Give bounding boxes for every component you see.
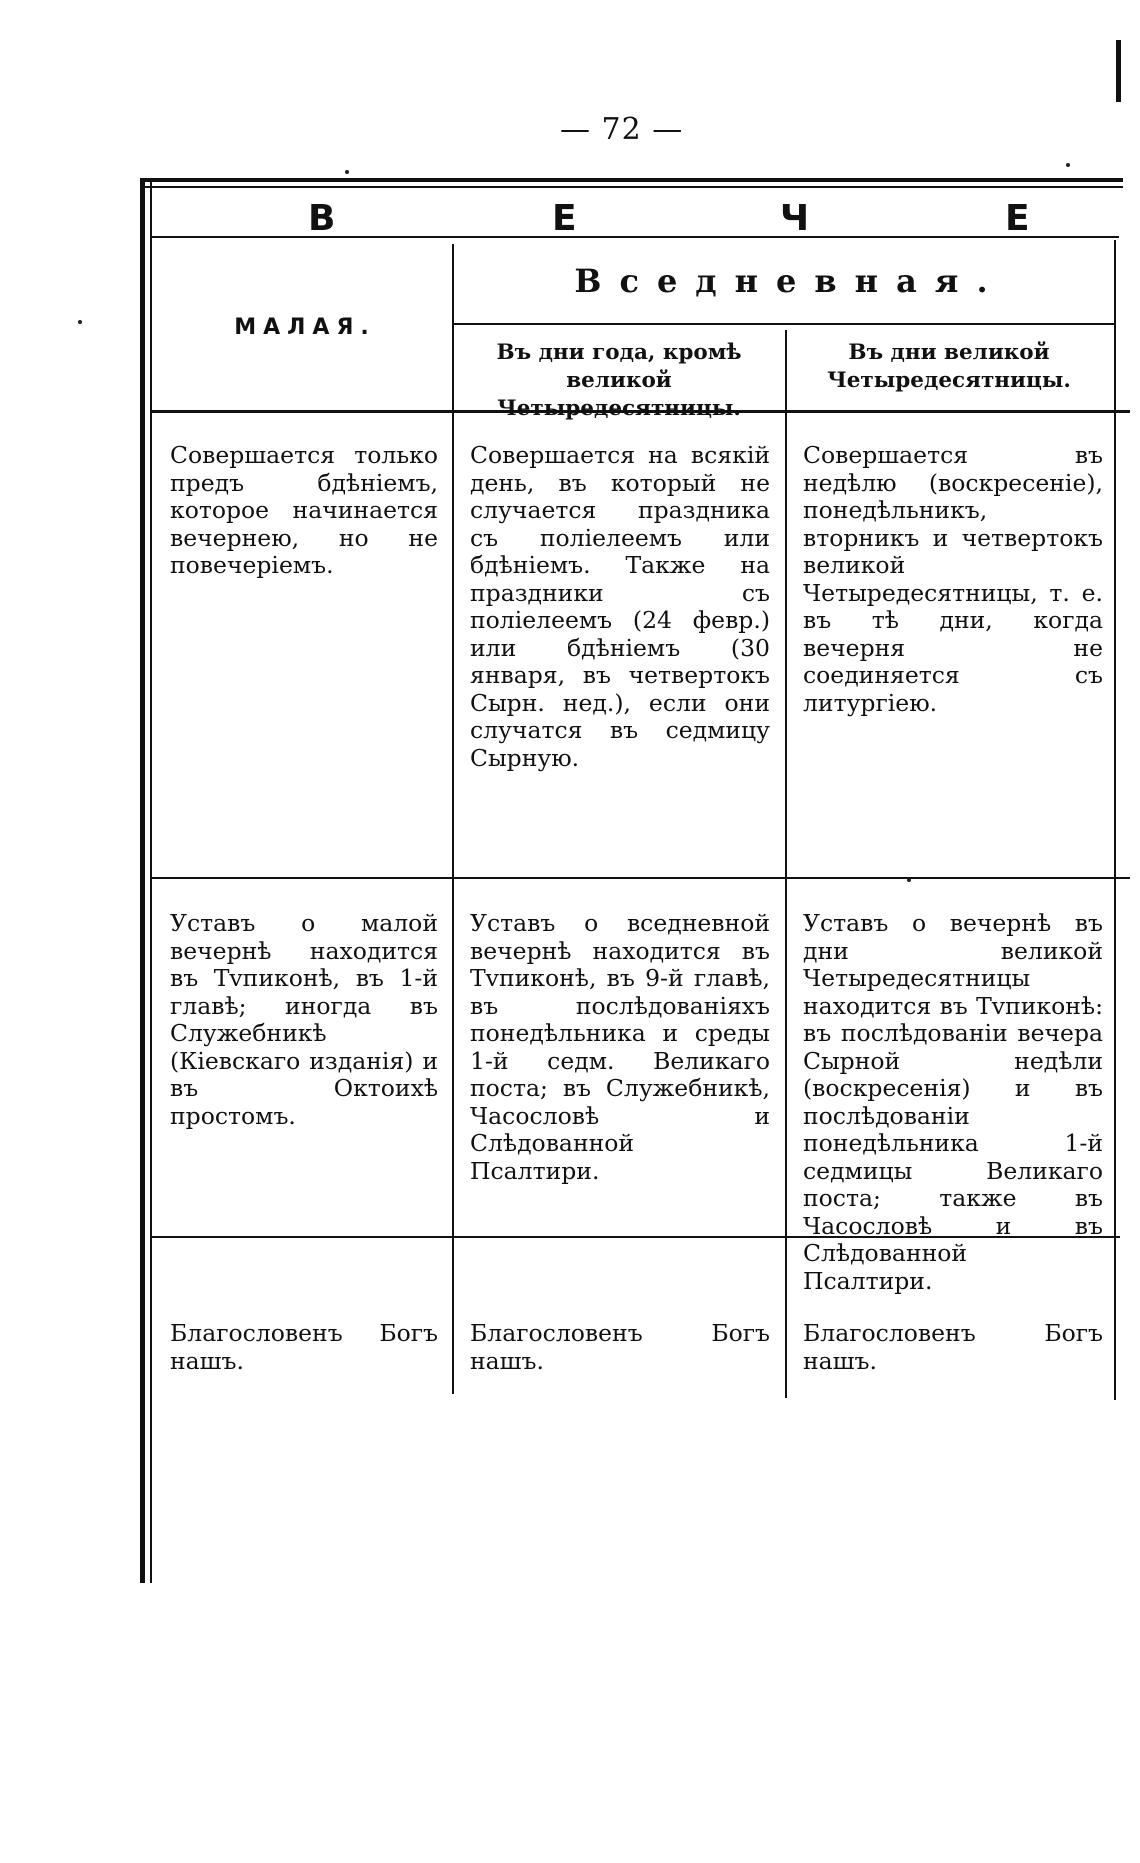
header-daily-year: Въ дни года, кромѣ великой Четыредесятницы. [496,340,742,421]
title-letter-1: В [308,198,336,239]
col-rule-2 [785,330,787,1398]
subheader-rule [454,323,1114,325]
top-rule-thin [145,186,1123,188]
left-border-outer [140,178,145,1583]
speck [907,878,911,882]
header-small: МАЛАЯ. [234,315,376,340]
left-border-inner [150,178,152,1583]
row1-small: Совершается только предъ бдѣніемъ, которое начинается вечернею, но не повечеріемъ. [170,441,438,579]
top-rule-thick [140,178,1123,182]
row2-daily-year: Уставъ о вседневной вечернѣ находится въ Тvпиконѣ, въ 9-й главѣ, въ послѣдованіяхъ понедѣльника и среды 1-й седм. Великаго поста; въ Служебникѣ, Часословѣ и Слѣдованной Псалтири. [470,909,770,1185]
speck [1066,163,1070,167]
title-underline [152,236,1119,238]
speck [345,170,349,174]
row1-daily-lent: Совершается въ недѣлю (воскресеніе), понедѣльникъ, вторникъ и четвертокъ великой Четыредесятницы, т. е. въ тѣ дни, когда вечерня не соединяется съ литургіею. [803,441,1103,717]
row3-daily-lent: Благословенъ Богъ нашъ. [803,1319,1103,1375]
row2-small: Уставъ о малой вечернѣ находится въ Тvпиконѣ, въ 1-й главѣ; иногда въ Служебникѣ (Кіевскаго изданія) и въ Октоихѣ простомъ. [170,909,438,1130]
row3-daily-year: Благословенъ Богъ нашъ. [470,1319,770,1375]
header-daily-lent: Въ дни великой Четыредесятницы. [827,340,1071,393]
page-number: — 72 — [560,112,684,147]
row2-daily-lent: Уставъ о вечернѣ въ дни великой Четыредесятницы находится въ Тvпиконѣ: въ послѣдованіи вечера Сырной недѣли (воскресенія) и въ послѣдованіи понедѣльника 1-й седмицы Великаго поста; также въ Часословѣ и въ Слѣдованной Псалтири. [803,909,1103,1295]
speck [78,320,82,324]
row3-small: Благословенъ Богъ нашъ. [170,1319,438,1375]
col-rule-1 [452,244,454,1394]
header-daily: Вседневная. [574,262,1006,300]
row-rule-1 [150,877,1130,879]
row1-daily-year: Совершается на всякій день, въ который не случается праздника съ полiелеемъ или бдѣніемъ. Также на праздники съ полiелеемъ (24 февр.) или бдѣніемъ (30 января, въ четвертокъ Сырн. нед.), если они случатся въ седмицу Сырную. [470,441,770,772]
col-rule-right [1114,240,1116,1400]
margin-bar [1116,40,1121,102]
title-letter-3: Ч [780,198,810,239]
title-letter-2: Е [552,198,577,239]
title-letter-4: Е [1005,198,1030,239]
